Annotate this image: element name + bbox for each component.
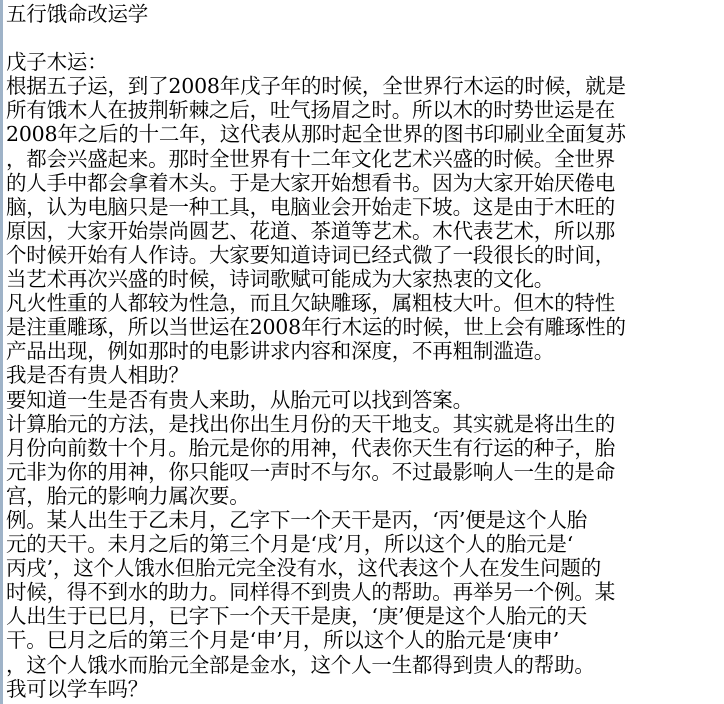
text-line: 脑，认为电脑只是一种工具，电脑业会开始走下坡。这是由于木旺的 xyxy=(6,194,615,219)
text-line: 例。某人出生于乙未月，乙字下一个天干是丙，‘丙’便是这个人胎 xyxy=(6,507,588,532)
text-line: 计算胎元的方法，是找出你出生月份的天干地支。其实就是将出生的 xyxy=(6,411,615,436)
text-line: 2008年之后的十二年，这代表从那时起全世界的图书印刷业全面复苏 xyxy=(6,122,626,147)
text-line: 我可以学车吗？ xyxy=(6,676,149,701)
text-line: 要知道一生是否有贵人来助，从胎元可以找到答案。 xyxy=(6,387,473,412)
text-line: 个时候开始有人作诗。大家要知道诗词已经式微了一段很长的时间， xyxy=(6,242,615,267)
text-line: 的人手中都会拿着木头。于是大家开始想看书。因为大家开始厌倦电 xyxy=(6,170,615,195)
text-line: 干。巳月之后的第三个月是‘申’月，所以这个人的胎元是‘庚申’ xyxy=(6,628,560,653)
text-line: 元非为你的用神，你只能叹一声时不与尔。不过最影响人一生的是命 xyxy=(6,459,615,484)
text-line: 丙戌’，这个人饿水但胎元完全没有水，这代表这个人在发生问题的 xyxy=(6,556,602,581)
text-line: 所有饿木人在披荆斩棘之后，吐气扬眉之时。所以木的时势世运是在 xyxy=(6,98,615,123)
text-line: 是注重雕琢，所以当世运在2008年行木运的时候，世上会有雕琢性的 xyxy=(6,315,626,340)
text-line: ，都会兴盛起来。那时全世界有十二年文化艺术兴盛的时候。全世界 xyxy=(6,146,615,171)
text-line: 根据五子运，到了2008年戊子年的时候，全世界行木运的时候，就是 xyxy=(6,74,626,99)
text-line: 原因，大家开始崇尚圆艺、花道、茶道等艺术。木代表艺术，所以那 xyxy=(6,218,615,243)
blank-line xyxy=(6,26,724,50)
document-title: 五行饿命改运学 xyxy=(6,2,149,26)
text-line: 当艺术再次兴盛的时候，诗词歌赋可能成为大家热衷的文化。 xyxy=(6,267,555,292)
text-line: 月份向前数十个月。胎元是你的用神，代表你天生有行运的种子，胎 xyxy=(6,435,615,460)
text-line: ，这个人饿水而胎元全部是金水，这个人一生都得到贵人的帮助。 xyxy=(6,652,595,677)
text-line: 宫，胎元的影响力属次要。 xyxy=(6,483,250,508)
text-line: 人出生于已巳月，已字下一个天干是庚，‘庚’便是这个人胎元的天 xyxy=(6,604,588,629)
text-line: 凡火性重的人都较为性急，而且欠缺雕琢，属粗枝大叶。但木的特性 xyxy=(6,291,615,316)
text-line: 时候，得不到水的助力。同样得不到贵人的帮助。再举另一个例。某 xyxy=(6,580,615,605)
text-line: 产品出现，例如那时的电影讲求内容和深度，不再粗制滥造。 xyxy=(6,339,555,364)
text-line: 我是否有贵人相助？ xyxy=(6,363,189,388)
text-line: 戊子木运： xyxy=(6,50,108,75)
text-line: 元的天干。未月之后的第三个月是‘戌’月，所以这个人的胎元是‘ xyxy=(6,532,574,557)
